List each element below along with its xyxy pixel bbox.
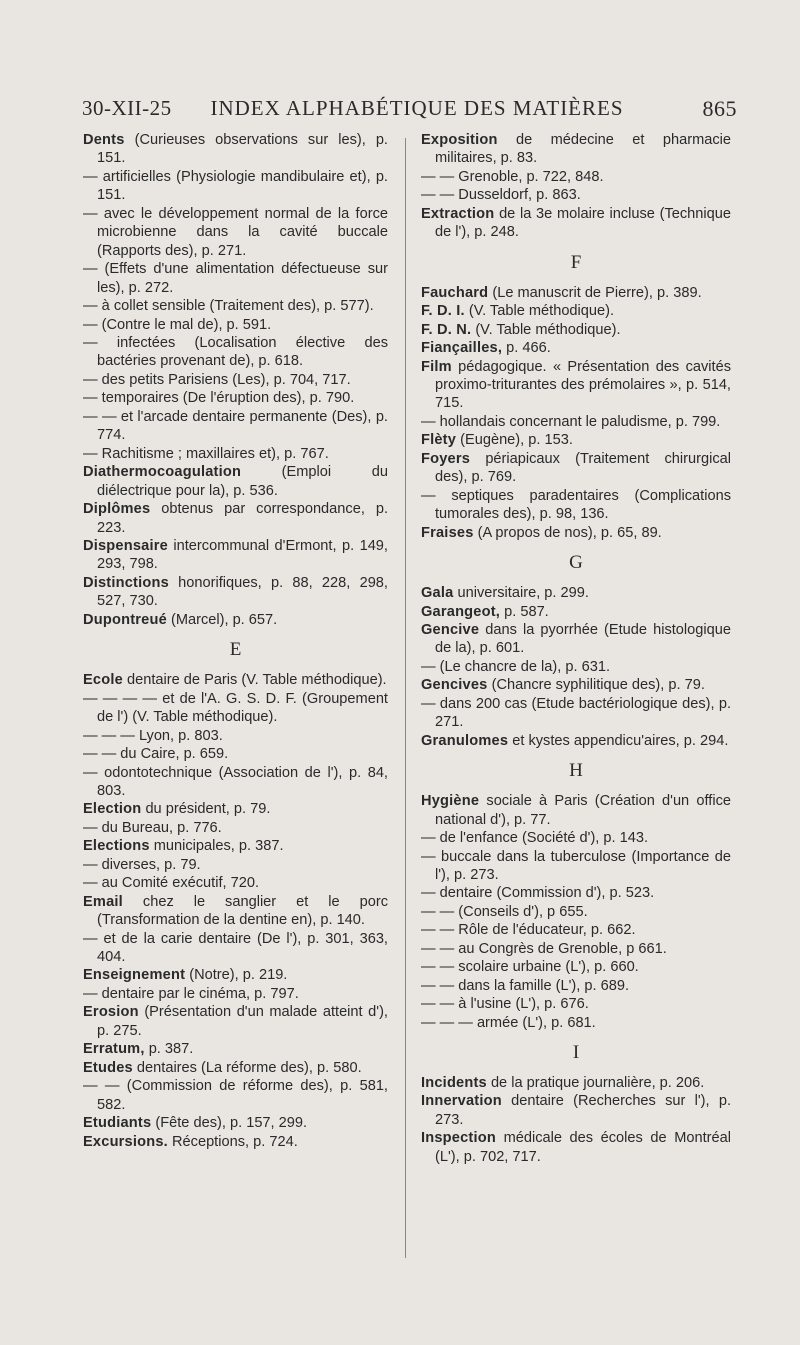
right-column (421, 131, 731, 1166)
entry-text: — — — Lyon, p. 803. (83, 727, 223, 744)
entry-keyword: Inspection (421, 1130, 496, 1147)
entry-keyword: Election (83, 801, 142, 818)
section-letter: E (229, 639, 242, 661)
entry-keyword: Dents (83, 132, 125, 148)
entry-keyword: Elections (83, 838, 150, 855)
entry-keyword: F. D. N. (421, 321, 472, 338)
index-entry (83, 819, 388, 837)
entry-text: médicale des écoles de Montréal (L'), p. 702, 717. (435, 1130, 731, 1165)
entry-text: (Curieuses observations sur les), p. 151. (97, 132, 388, 167)
index-entry (421, 487, 731, 524)
entry-keyword: Etudiants (83, 1115, 152, 1132)
index-entry (83, 745, 388, 763)
entry-text: (Fête des), p. 157, 299. (155, 1115, 308, 1132)
entry-keyword: Garangeot, (421, 603, 501, 620)
index-entry (421, 168, 731, 186)
entry-keyword: Hygiène (421, 793, 480, 810)
entry-text: sociale à Paris (Création d'un office national d'), p. 77. (435, 793, 731, 828)
entry-keyword: Gencive (421, 621, 480, 638)
entry-text: — dans 200 cas (Etude bactériologique des), p. 271. (421, 695, 731, 731)
index-entry (83, 1003, 388, 1040)
index-entry (421, 358, 731, 413)
entry-text: — de l'enfance (Société d'), p. 143. (421, 830, 649, 847)
entry-keyword: Fiançailles, (421, 340, 503, 357)
entry-text: — — dans la famille (L'), p. 689. (421, 977, 629, 994)
entry-text: dentaire (Recherches sur l'), p. 273. (435, 1093, 731, 1128)
index-entry (83, 1040, 388, 1058)
section-letter: H (569, 760, 583, 782)
entry-text: — (Effets d'une alimentation défectueuse sur les), p. 272. (83, 261, 388, 296)
index-entry (421, 131, 731, 168)
index-entry (83, 800, 388, 818)
entry-keyword: Erosion (83, 1004, 139, 1021)
entry-text: — Rachitisme ; maxillaires et), p. 767. (83, 445, 329, 462)
entry-text: universitaire, p. 299. (457, 585, 589, 602)
entry-text: et kystes appendicu'aires, p. 294. (512, 732, 729, 749)
index-entry (421, 450, 731, 487)
entry-text: — (Le chancre de la), p. 631. (421, 658, 611, 675)
entry-keyword: Erratum, (83, 1041, 145, 1058)
entry-keyword: Flèty (421, 432, 457, 449)
index-entry (83, 966, 388, 984)
entry-text: Réceptions, p. 724. (172, 1133, 298, 1150)
entry-text: — buccale dans la tuberculose (Importance de l'), p. 273. (421, 848, 731, 883)
entry-text: obtenus par correspondance, p. 223. (97, 501, 388, 536)
entry-text: — — scolaire urbaine (L'), p. 660. (421, 959, 639, 976)
index-entry (421, 524, 731, 542)
entry-text: — — — armée (L'), p. 681. (421, 1014, 596, 1031)
entry-text: dentaires (La réforme des), p. 580. (136, 1059, 362, 1076)
index-entry (83, 764, 388, 801)
index-entry (83, 260, 388, 297)
entry-text: (Le manuscrit de Pierre), p. 389. (492, 284, 702, 301)
index-entry (83, 856, 388, 874)
entry-text: (Eugène), p. 153. (460, 432, 573, 449)
entry-text: — hollandais concernant le paludisme, p. 799. (421, 413, 721, 430)
entry-keyword: Ecole (83, 672, 123, 689)
left-column (83, 131, 388, 1151)
index-entry (421, 1129, 731, 1166)
entry-text: dans la pyorrhée (Etude histologique de la), p. 601. (435, 621, 731, 657)
entry-text: du président, p. 79. (145, 801, 271, 818)
index-entry (421, 603, 731, 621)
entry-text: (V. Table méthodique). (468, 303, 615, 320)
entry-text: p. 466. (506, 340, 551, 357)
index-entry (83, 874, 388, 892)
entry-keyword: Film (421, 358, 452, 375)
entry-text: — — du Caire, p. 659. (83, 746, 229, 763)
entry-text: — septiques paradentaires (Complications tumorales des), p. 98, 136. (421, 487, 731, 523)
entry-keyword: Excursions. (83, 1133, 168, 1150)
entry-text: p. 387. (148, 1041, 194, 1058)
entry-keyword: Fauchard (421, 284, 489, 301)
entry-keyword: Fraises (421, 524, 474, 541)
index-entry (421, 829, 731, 847)
entry-text: de la pratique journalière, p. 206. (490, 1075, 705, 1092)
index-entry (83, 316, 388, 334)
entry-text: (Emploi du diélectrique pour la), p. 536. (97, 464, 388, 499)
entry-text: de la 3e molaire incluse (Technique de l'), p. 248. (435, 205, 731, 241)
header-title: INDEX ALPHABÉTIQUE DES MATIÈRES (210, 96, 624, 120)
entry-keyword: Foyers (421, 450, 471, 467)
entry-keyword: Gala (421, 585, 454, 602)
entry-text: (Présentation d'un malade atteint d'), p. 275. (97, 1004, 388, 1039)
entry-keyword: Innervation (421, 1093, 502, 1110)
entry-text: de médecine et pharmacie militaires, p. 83. (435, 132, 732, 167)
index-entry (83, 537, 388, 574)
entry-keyword: Diathermocoagulation (83, 464, 242, 481)
entry-text: intercommunal d'Ermont, p. 149, 293, 798. (97, 537, 388, 573)
entry-keyword: Distinctions (83, 574, 169, 591)
index-entry (421, 732, 731, 750)
index-entry (83, 205, 388, 260)
entry-text: — — et l'arcade dentaire permanente (Des), p. 774. (83, 408, 388, 444)
entry-keyword: Extraction (421, 205, 495, 222)
entry-keyword: F. D. I. (421, 303, 465, 320)
section-letter: I (572, 1042, 580, 1064)
index-entry (421, 205, 731, 242)
index-entry (421, 921, 731, 939)
index-entry (83, 671, 388, 689)
entry-keyword: Exposition (421, 132, 498, 148)
entry-text: (Chancre syphilitique des), p. 79. (491, 677, 705, 694)
entry-keyword: Diplômes (83, 501, 151, 518)
entry-text: — — Dusseldorf, p. 863. (421, 187, 581, 204)
index-entry (83, 500, 388, 537)
entry-text: honorifiques, p. 88, 228, 298, 527, 730. (97, 574, 388, 610)
entry-keyword: Dupontreué (83, 611, 167, 628)
index-entry (83, 168, 388, 205)
entry-text: dentaire de Paris (V. Table méthodique). (127, 672, 387, 689)
entry-text: municipales, p. 387. (153, 838, 284, 855)
entry-text: — temporaires (De l'éruption des), p. 790. (83, 390, 355, 407)
entry-text: — diverses, p. 79. (83, 856, 201, 873)
index-entry (421, 977, 731, 995)
entry-text: — avec le développement normal de la force microbienne dans la cavité buccale (Rapports des), p. 271. (83, 205, 388, 259)
header-date: 30-XII-25 (82, 96, 172, 120)
entry-text: — du Bureau, p. 776. (83, 819, 222, 836)
entry-text: — artificielles (Physiologie mandibulaire et), p. 151. (83, 168, 388, 204)
index-entry (83, 985, 388, 1003)
index-entry (83, 1114, 388, 1132)
index-entry (421, 1074, 731, 1092)
page-number: 865 (702, 96, 737, 121)
index-entry (83, 893, 388, 930)
index-entry (83, 445, 388, 463)
index-entry (421, 1014, 731, 1032)
index-entry (83, 1059, 388, 1077)
entry-text: — infectées (Localisation élective des bactéries provenant de), p. 618. (83, 334, 388, 370)
index-entry (83, 1077, 388, 1114)
index-entry (83, 389, 388, 407)
entry-text: — odontotechnique (Association de l'), p. 84, 803. (83, 764, 388, 799)
entry-text: (Marcel), p. 657. (170, 611, 278, 628)
index-entry (83, 1133, 388, 1151)
index-entry (421, 186, 731, 204)
entry-text: — — (Conseils d'), p 655. (421, 903, 588, 920)
index-entry (421, 339, 731, 357)
entry-keyword: Granulomes (421, 732, 509, 749)
index-entry (421, 658, 731, 676)
index-entry (421, 903, 731, 921)
entry-text: — — Grenoble, p. 722, 848. (421, 168, 604, 185)
entry-text: — — Rôle de l'éducateur, p. 662. (421, 922, 636, 939)
index-entry (83, 611, 388, 629)
index-entry (421, 676, 731, 694)
entry-text: — — à l'usine (L'), p. 676. (421, 996, 589, 1013)
index-entry (421, 940, 731, 958)
column-divider (405, 138, 406, 1258)
index-entry (83, 574, 388, 611)
entry-keyword: Incidents (421, 1075, 487, 1092)
index-entry (83, 334, 388, 371)
section-letter: F (570, 251, 582, 273)
entry-text: périapicaux (Traitement chirurgical des), p. 769. (435, 450, 731, 486)
index-entry (83, 408, 388, 445)
entry-text: — — — — et de l'A. G. S. D. F. (Groupement de l') (V. Table méthodique). (83, 690, 388, 726)
index-entry (421, 413, 731, 431)
index-entry (421, 884, 731, 902)
index-entry (421, 848, 731, 885)
index-entry (421, 431, 731, 449)
entry-text: — dentaire (Commission d'), p. 523. (421, 885, 655, 902)
index-entry (83, 727, 388, 745)
entry-keyword: Email (83, 893, 123, 910)
entry-text: — — au Congrès de Grenoble, p 661. (421, 940, 667, 957)
entry-text: — au Comité exécutif, 720. (83, 875, 260, 892)
entry-text: — dentaire par le cinéma, p. 797. (83, 985, 299, 1002)
section-letter: G (569, 552, 583, 574)
index-entry (83, 837, 388, 855)
entry-keyword: Etudes (83, 1059, 133, 1076)
index-entry (421, 995, 731, 1013)
entry-keyword: Gencives (421, 677, 488, 694)
entry-text: p. 587. (504, 603, 549, 620)
index-entry (83, 930, 388, 967)
entry-text: — (Contre le mal de), p. 591. (83, 316, 272, 333)
index-entry (421, 958, 731, 976)
entry-text: — et de la carie dentaire (De l'), p. 301, 363, 404. (83, 930, 388, 966)
index-entry (421, 621, 731, 658)
index-entry (83, 690, 388, 727)
index-entry (421, 695, 731, 732)
index-entry (421, 284, 731, 302)
entry-text: chez le sanglier et le porc (Transformation de la dentine en), p. 140. (97, 893, 389, 929)
entry-text: — — (Commission de réforme des), p. 581, 582. (83, 1078, 388, 1113)
index-entry (421, 321, 731, 339)
entry-text: (V. Table méthodique). (475, 321, 621, 338)
index-entry (421, 584, 731, 602)
page-header (82, 96, 737, 130)
index-entry (421, 302, 731, 320)
index-entry (83, 297, 388, 315)
entry-keyword: Dispensaire (83, 537, 168, 554)
index-entry (421, 1092, 731, 1129)
index-entry (83, 463, 388, 500)
entry-keyword: Enseignement (83, 967, 186, 984)
index-entry (421, 792, 731, 829)
index-entry (83, 131, 388, 168)
entry-text: pédagogique. « Présentation des cavités proximo-triturantes des prémolaires », p. 514, 715. (435, 358, 731, 412)
index-entry (83, 371, 388, 389)
entry-text: (A propos de nos), p. 65, 89. (477, 524, 662, 541)
entry-text: (Notre), p. 219. (189, 967, 288, 984)
entry-text: — à collet sensible (Traitement des), p. 577). (83, 298, 374, 315)
entry-text: — des petits Parisiens (Les), p. 704, 717. (83, 371, 351, 388)
